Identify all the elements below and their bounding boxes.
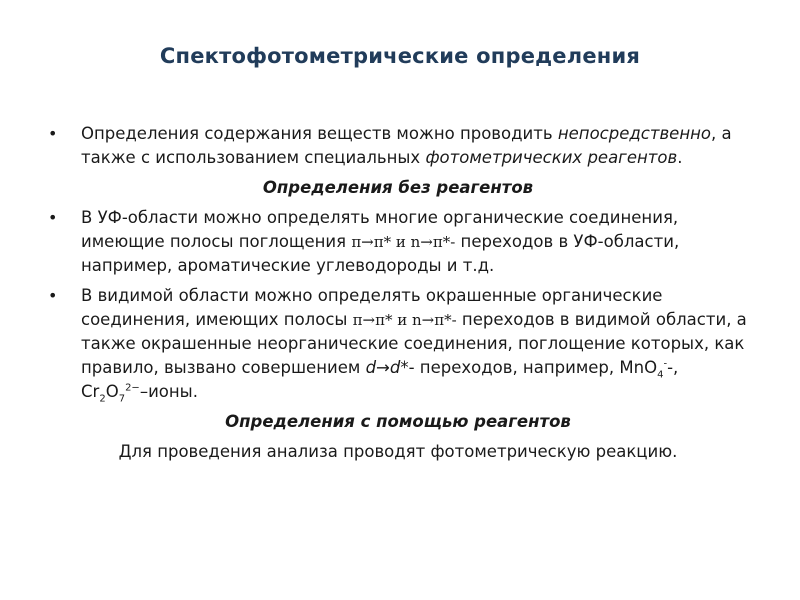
bullet-1-text-a: Определения содержания веществ можно проводить <box>81 124 558 143</box>
subheading-no-reagents: Определения без реагентов <box>262 178 534 197</box>
formula-cr2o7-sup: 2− <box>125 382 140 394</box>
bullet-dot: • <box>48 124 58 143</box>
bullet-1-text-b: , а также с использованием специальных <box>81 124 732 167</box>
slide-content <box>48 122 748 464</box>
slide-title: Спектофотометрические определения <box>159 44 641 68</box>
bullet-dot: • <box>48 286 58 305</box>
bullet-3-text-a: В видимой области можно определять окрашенные органические соединения, имеющих полосы <box>81 286 663 329</box>
bullet-3-transitions: π→π* и n→π*- <box>352 311 457 329</box>
bullet-item-2 <box>48 206 748 278</box>
formula-o-sub: 7 <box>118 393 126 405</box>
formula-mno4-sub: 4 <box>657 369 664 381</box>
formula-mno4-sup: - <box>663 358 668 370</box>
bullet-1-italic-b: фотометрических реагентов <box>425 148 678 167</box>
bullet-2-text-b: переходов в УФ-области, например, ароматические углеводороды и т.д. <box>81 232 680 275</box>
bullet-2-text-a: В УФ-области можно определять многие органические соединения, имеющие полосы поглощения <box>81 208 679 251</box>
formula-mno4 <box>619 358 668 381</box>
bullet-3-text-b: переходов в видимой области, а также окрашенные неорганические соединения, поглощение которых, как правило, вызвано совершением <box>81 310 747 377</box>
formula-cr-sub: 2 <box>99 393 106 405</box>
bullet-2-transitions: π→π* и n→π*- <box>351 233 456 251</box>
formula-separator: -, <box>667 358 679 377</box>
formula-o-base: O <box>105 382 119 401</box>
bullet-item-3 <box>48 284 748 404</box>
subheading-with-reagents: Определения с помощью реагентов <box>225 412 571 431</box>
bullet-dot: • <box>48 208 58 227</box>
formula-cr2o7 <box>81 382 140 405</box>
closing-text: Для проведения анализа проводят фотометрическую реакцию. <box>118 442 678 461</box>
bullet-1-italic-a: непосредственно <box>557 124 712 143</box>
bullet-3-text-d: –ионы. <box>139 382 198 401</box>
bullet-item-1 <box>48 122 748 170</box>
formula-mno4-base: MnO <box>619 358 658 377</box>
bullet-1-text-c: . <box>677 148 683 167</box>
formula-cr-base: Cr <box>81 382 100 401</box>
bullet-3-text-c: - переходов, например, <box>408 358 620 377</box>
bullet-3-dd-transition: d→d* <box>365 358 409 377</box>
